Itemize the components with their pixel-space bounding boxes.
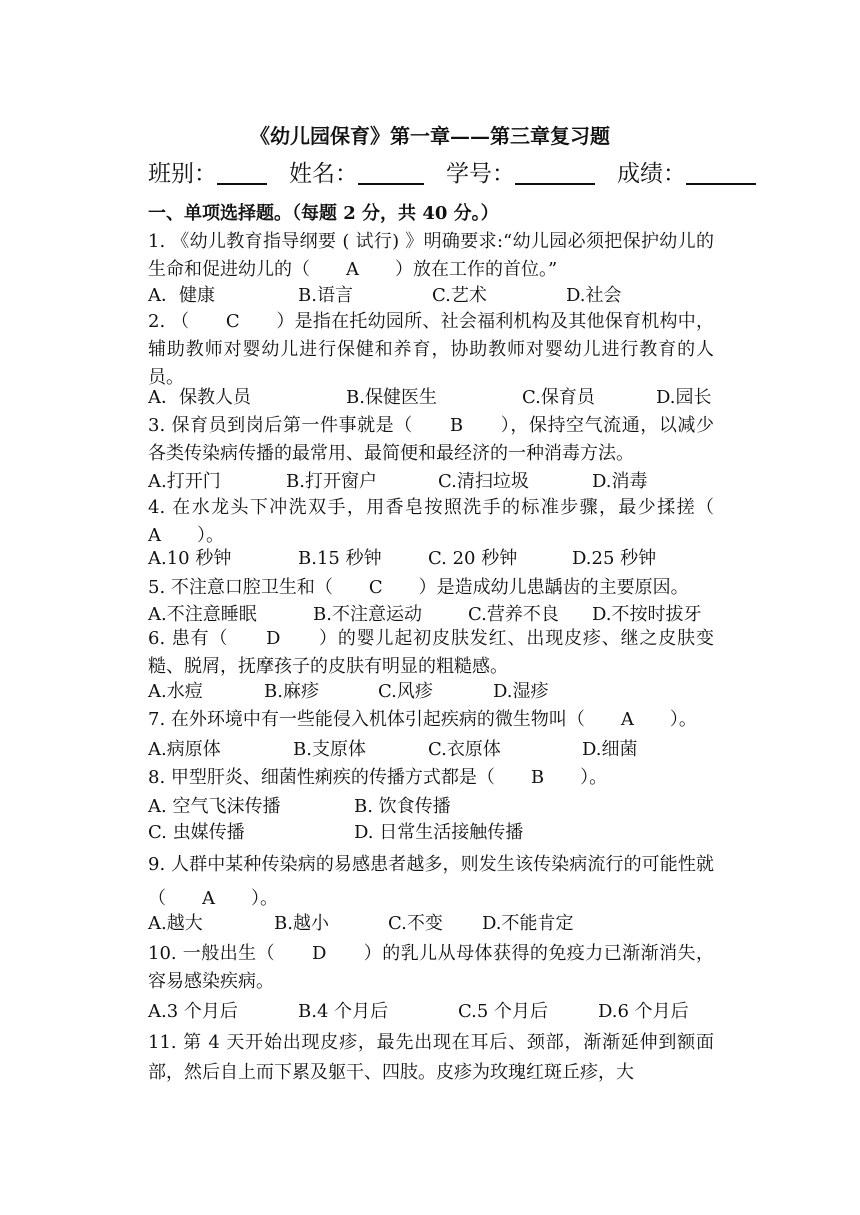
option-c: C.不变 — [388, 913, 443, 934]
option-a: A.3 个月后 — [148, 1001, 238, 1022]
question-7: 7. 在外环境中有一些能侵入机体引起疾病的微生物叫（ A ）。 — [148, 709, 697, 730]
question-8: 8. 甲型肝炎、细菌性痢疾的传播方式都是（ B ）。 — [148, 767, 608, 788]
option-c: C. 虫媒传播 — [148, 822, 245, 843]
option-d: D. 日常生活接触传播 — [354, 822, 524, 843]
option-b: B.麻疹 — [264, 681, 319, 702]
option-b: B.保健医生 — [346, 387, 437, 408]
name-field — [289, 155, 424, 188]
option-a: A.病原体 — [148, 739, 221, 760]
question-1: 1. 《幼儿教育指导纲要 ( 试行) 》明确要求:“幼儿园必须把保护幼儿的生命和促进幼儿的（ A ）放在工作的首位。” — [148, 231, 714, 280]
option-b: B.不注意运动 — [313, 604, 422, 625]
name-label: 姓名： — [289, 161, 358, 187]
question-3: 3. 保育员到岗后第一件事就是（ B ），保持空气流通，以减少各类传染病传播的最常用、最简便和最经济的一种消毒方法。 — [148, 415, 714, 464]
id-field — [446, 155, 595, 188]
question-10: 10. 一般出生（ D ）的乳儿从母体获得的免疫力已渐渐消失，容易感染疾病。 — [148, 943, 714, 992]
option-b: B.越小 — [274, 913, 329, 934]
option-b: B.15 秒钟 — [298, 548, 382, 569]
option-c: C.保育员 — [522, 387, 595, 408]
question-2: 2. （ C ）是指在托幼园所、社会福利机构及其他保育机构中，辅助教师对婴幼儿进行保健和养育，协助教师对婴幼儿进行教育的人员。 — [148, 311, 714, 388]
id-label: 学号： — [446, 161, 515, 187]
question-9: 9. 人群中某种传染病的易感患者越多，则发生该传染病流行的可能性就（ A ）。 — [148, 854, 714, 909]
option-d: D.不按时拔牙 — [592, 604, 702, 625]
name-blank[interactable] — [358, 161, 424, 185]
option-d: D.6 个月后 — [598, 1001, 689, 1022]
option-c: C.营养不良 — [468, 604, 559, 625]
score-label: 成绩： — [617, 161, 686, 187]
option-a: A．保教人员 — [148, 387, 251, 408]
option-d: D.社会 — [566, 285, 622, 306]
question-4: 4. 在水龙头下冲洗双手，用香皂按照洗手的标准步骤，最少揉搓（ A ）。 — [148, 497, 750, 546]
option-b: B.支原体 — [293, 739, 366, 760]
option-d: D.园长 — [656, 387, 712, 408]
question-5: 5. 不注意口腔卫生和（ C ）是造成幼儿患龋齿的主要原因。 — [148, 577, 689, 598]
option-a: A.水痘 — [148, 681, 203, 702]
id-blank[interactable] — [515, 161, 595, 185]
score-field — [617, 155, 756, 188]
question-6: 6. 患有（ D ）的婴儿起初皮肤发红、出现皮疹、继之皮肤变糙、脱屑，抚摩孩子的皮肤有明显的粗糙感。 — [148, 628, 714, 677]
class-field — [148, 155, 267, 188]
option-b: B.打开窗户 — [286, 471, 377, 492]
class-label: 班别： — [148, 161, 217, 187]
section-heading: 一、单项选择题。（每题 2 分，共 40 分。） — [148, 203, 499, 224]
score-blank[interactable] — [686, 161, 756, 185]
option-a: A.10 秒钟 — [148, 548, 232, 569]
page-title: 《幼儿园保育》第一章——第三章复习题 — [250, 124, 610, 148]
class-blank[interactable] — [217, 161, 267, 185]
student-info-line — [148, 155, 718, 188]
option-a: A．健康 — [148, 285, 215, 306]
option-d: D.湿疹 — [493, 681, 549, 702]
option-d: D.消毒 — [592, 471, 648, 492]
option-a: A.越大 — [148, 913, 203, 934]
option-c: C.清扫垃圾 — [438, 471, 529, 492]
question-11: 11. 第 4 天开始出现皮疹，最先出现在耳后、颈部，渐渐延伸到额面部，然后自上而下累及躯干、四肢。皮疹为玫瑰红斑丘疹，大 — [148, 1032, 714, 1083]
option-d: D.不能肯定 — [482, 913, 574, 934]
option-c: C.艺术 — [432, 285, 487, 306]
option-c: C.衣原体 — [428, 739, 501, 760]
option-c: C.5 个月后 — [458, 1001, 549, 1022]
option-b: B.语言 — [298, 285, 353, 306]
option-a: A.打开门 — [148, 471, 221, 492]
option-c: C.风疹 — [378, 681, 433, 702]
option-b: B.4 个月后 — [298, 1001, 389, 1022]
option-a: A. 空气飞沫传播 — [148, 796, 281, 817]
option-b: B. 饮食传播 — [354, 796, 451, 817]
option-d: D.细菌 — [582, 739, 638, 760]
option-d: D.25 秒钟 — [572, 548, 657, 569]
option-c: C. 20 秒钟 — [428, 548, 518, 569]
option-a: A.不注意睡眠 — [148, 604, 257, 625]
